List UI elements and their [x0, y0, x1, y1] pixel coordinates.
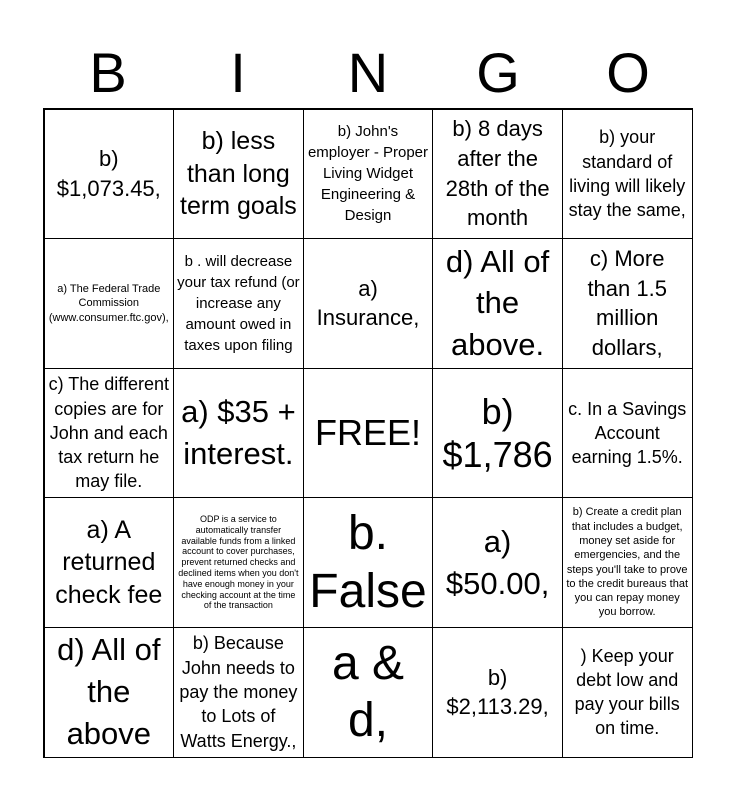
bingo-cell[interactable]: c) More than 1.5 million dollars,	[562, 238, 693, 369]
bingo-cell[interactable]: d) All of the above	[44, 627, 175, 758]
bingo-cell[interactable]: a) Insurance,	[303, 238, 434, 369]
bingo-cell[interactable]: a) $35 + interest.	[173, 368, 304, 499]
bingo-cell[interactable]: a) A returned check fee	[44, 497, 175, 628]
bingo-cell[interactable]: b . will decrease your tax refund (or increase any amount owed in taxes upon filing	[173, 238, 304, 369]
bingo-cell[interactable]: ) Keep your debt low and pay your bills on time.	[562, 627, 693, 758]
bingo-cell[interactable]: b) 8 days after the 28th of the month	[432, 109, 563, 240]
bingo-cell[interactable]: d) All of the above.	[432, 238, 563, 369]
header-letter-g: G	[476, 41, 520, 104]
bingo-header	[43, 38, 693, 108]
bingo-cell[interactable]: b) Create a credit plan that includes a budget, money set aside for emergencies, and the steps you'll take to prove to the credit bureaus that you can repay money you borrow.	[562, 497, 693, 628]
header-letter-o: O	[606, 41, 650, 104]
bingo-cell[interactable]: c) The different copies are for John and each tax return he may file.	[44, 368, 175, 499]
bingo-cell[interactable]: b) $2,113.29,	[432, 627, 563, 758]
bingo-cell[interactable]: b) $1,073.45,	[44, 109, 175, 240]
bingo-cell[interactable]: b) less than long term goals	[173, 109, 304, 240]
bingo-cell[interactable]: b) $1,786	[432, 368, 563, 499]
bingo-cell[interactable]: c. In a Savings Account earning 1.5%.	[562, 368, 693, 499]
bingo-cell[interactable]: b) your standard of living will likely stay the same,	[562, 109, 693, 240]
bingo-cell[interactable]: b) John's employer - Proper Living Widget Engineering & Design	[303, 109, 434, 240]
bingo-cell[interactable]: a) The Federal Trade Commission (www.consumer.ftc.gov),	[44, 238, 175, 369]
header-letter-n: N	[347, 41, 389, 104]
free-space[interactable]: FREE!	[303, 368, 434, 499]
bingo-cell[interactable]: b) Because John needs to pay the money to Lots of Watts Energy.,	[173, 627, 304, 758]
bingo-board	[43, 108, 693, 758]
bingo-cell[interactable]: a) $50.00,	[432, 497, 563, 628]
header-letter-i: I	[230, 41, 246, 104]
bingo-cell[interactable]: a & d,	[303, 627, 434, 758]
header-letter-b: B	[89, 41, 127, 104]
bingo-cell[interactable]: b. False	[303, 497, 434, 628]
bingo-cell[interactable]: ODP is a service to automatically transfer available funds from a linked account to cover purchases, prevent returned checks and declined items when you don't have enough money in your checking account at the time of the transaction	[173, 497, 304, 628]
